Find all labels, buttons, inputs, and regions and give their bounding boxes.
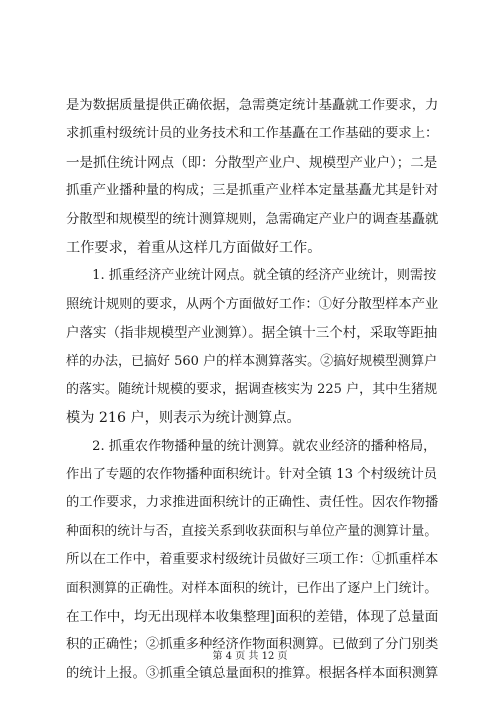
text-line: 在工作中，均无出现样本收集整理]面积的差错，体现了总量面	[66, 609, 439, 626]
text-line: 求抓重村级统计员的业务技术和工作基矗在工作基础的要求上：	[66, 126, 439, 142]
text-line: 样的办法，已搞好 560 户的样本测算落实。②搞好规模型测算户	[66, 353, 438, 369]
text-line: 的统计上报。③抓重全镇总量面积的推算。根据各样本面积测算	[66, 665, 439, 681]
text-line: 面积测算的正确性。对样本面积的统计，已作出了逐户上门统计。	[66, 580, 438, 596]
text-line: 所以在工作中，着重要求村级统计员做好三项工作：①抓重样本	[66, 552, 439, 568]
text-line: 种面积的统计与否，直接关系到收获面积与单位产量的测算计量。	[66, 523, 438, 539]
text-line: 户落实（指非规模型产业测算）。据全镇十三个村，采取等距抽	[66, 325, 438, 342]
text-line: 模为 216 户，则表示为统计测算点。	[66, 410, 301, 427]
text-line: 1. 抓重经济产业统计网点。就全镇的经济产业统计，则需按	[66, 268, 437, 284]
text-line: 分散型和规模型的统计测算规则，急需确定产业户的调查基矗就	[66, 211, 439, 227]
text-line: 2. 抓重农作物播种量的统计测算。就农业经济的播种格局，	[66, 438, 437, 454]
text-line: 抓重产业播种量的构成；三是抓重产业样本定量基矗尤其是针对	[66, 183, 439, 199]
page-footer: 第 4 页 共 12 页	[212, 651, 288, 662]
text-line: 作出了专题的农作物播种面积统计。针对全镇 13 个村级统计员	[66, 467, 438, 483]
text-line: 的落实。随统计规模的要求，据调查核实为 225 户，其中生猪规	[66, 381, 438, 397]
text-line: 的工作要求，力求推进面积统计的正确性、责任性。因农作物播	[66, 495, 439, 511]
text-line: 照统计规则的要求，从两个方面做好工作：①好分散型样本产业	[66, 296, 439, 312]
text-line: 工作要求，着重从这样几方面做好工作。	[66, 239, 322, 256]
text-line: 积的正确性；②抓重多种经济作物面积测算。已做到了分门别类	[66, 637, 439, 653]
text-line: 是为数据质量提供正确依据，急需奠定统计基矗就工作要求，力	[66, 98, 439, 113]
text-line: 一是抓住统计网点（即：分散型产业户、规模型产业户）；二是	[66, 154, 438, 171]
body-text	[66, 92, 438, 688]
